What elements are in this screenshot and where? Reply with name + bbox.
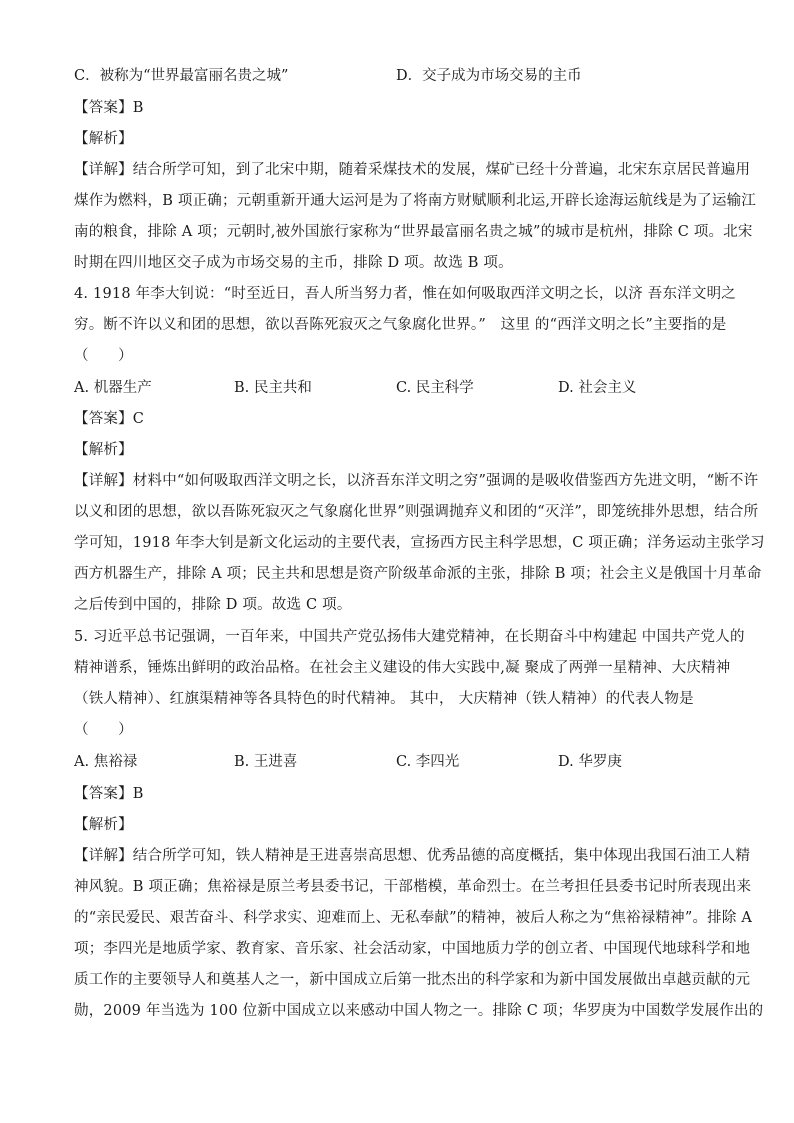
q4-option-a: A. 机器生产 xyxy=(74,380,152,396)
q5-option-a: A. 焦裕禄 xyxy=(74,754,138,770)
q5-stem-line: 5. 习近平总书记强调，一百年来，中国共产党弘扬伟大建党精神，在长期奋斗中构建起 中国共产党人的 xyxy=(74,629,745,645)
q4-stem-line: 4. 1918 年李大钊说：“时至近日，吾人所当努力者，惟在如何吸取西洋文明之长，以济 吾东洋文明之 xyxy=(74,286,736,302)
q4-detail-line: 【详解】材料中“如何吸取西洋文明之长，以济吾东洋文明之穷”强调的是吸收借鉴西方先进文明，“断不许 xyxy=(74,473,759,489)
q5-detail-line: 神风貌。B 项正确；焦裕禄是原兰考县委书记，干部楷模，革命烈士。在兰考担任县委书记时所表现出来 xyxy=(74,879,752,895)
q4-detail-line: 之后传到中国的，排除 D 项。故选 C 项。 xyxy=(74,597,352,613)
q3-detail-line: 【详解】结合所学可知，到了北宋中期，随着采煤技术的发展，煤矿已经十分普遍，北宋东京居民普遍用 xyxy=(74,162,751,178)
q4-option-c: C. 民主科学 xyxy=(396,380,474,396)
q5-detail-line: 质工作的主要领导人和奠基人之一，新中国成立后第一批杰出的科学家和为新中国发展做出卓越贡献的元 xyxy=(74,972,751,988)
q5-detail-line: 【详解】结合所学可知，铁人精神是王进喜崇高思想、优秀品德的高度概括，集中体现出我国石油工人精 xyxy=(74,848,751,864)
q3-analysis-heading: 【解析】 xyxy=(74,131,133,147)
q3-detail-line: 南的粮食，排除 A 项；元朝时,被外国旅行家称为“世界最富丽名贵之城”的城市是杭州，排除 C 项。北宋 xyxy=(74,224,753,240)
q5-stem-blank: （ ） xyxy=(74,722,133,738)
q3-option-c: C．被称为“世界最富丽名贵之城” xyxy=(74,68,289,84)
q4-detail-line: 学可知，1918 年李大钊是新文化运动的主要代表，宣扬西方民主科学思想，C 项正确；洋务运动主张学习 xyxy=(74,535,765,551)
q5-detail-line: 的“亲民爱民、艰苦奋斗、科学求实、迎难而上、无私奉献”的精神，被后人称之为“焦裕禄精神”。排除 A xyxy=(74,910,753,926)
q4-detail-line: 西方机器生产，排除 A 项；民主共和思想是资产阶级革命派的主张，排除 B 项；社会主义是俄国十月革命 xyxy=(74,566,762,582)
q3-option-d: D．交子成为市场交易的主币 xyxy=(396,68,582,84)
q5-option-d: D. 华罗庚 xyxy=(558,754,622,770)
q5-answer: 【答案】B xyxy=(74,786,144,802)
q4-option-b: B. 民主共和 xyxy=(234,380,312,396)
q4-answer: 【答案】C xyxy=(74,411,145,427)
q4-detail-line: 以义和团的思想，欲以吾陈死寂灭之气象腐化世界”则强调抛弃义和团的“灭洋”，即笼统排外思想，结合所 xyxy=(74,504,759,520)
q5-detail-line: 勋，2009 年当选为 100 位新中国成立以来感动中国人物之一。排除 C 项；华罗庚为中国数学发展作出的 xyxy=(74,1003,764,1019)
q5-option-b: B. 王进喜 xyxy=(234,754,298,770)
q3-detail-line: 煤作为燃料，B 项正确；元朝重新开通大运河是为了将南方财赋顺利北运,开辟长途海运航线是为了运输江 xyxy=(74,193,756,209)
q5-option-c: C. 李四光 xyxy=(396,754,460,770)
q4-stem-blank: （ ） xyxy=(74,348,133,364)
q5-detail-line: 项；李四光是地质学家、教育家、音乐家、社会活动家，中国地质力学的创立者、中国现代地球科学和地 xyxy=(74,941,751,957)
q4-option-d: D. 社会主义 xyxy=(558,380,637,396)
q4-stem-line: 穷。断不许以义和团的思想，欲以吾陈死寂灭之气象腐化世界。” 这里 的“西洋文明之长”主要指的是 xyxy=(74,317,727,333)
q3-detail-line: 时期在四川地区交子成为市场交易的主币，排除 D 项。故选 B 项。 xyxy=(74,255,513,271)
q4-analysis-heading: 【解析】 xyxy=(74,442,133,458)
q5-stem-line: 精神谱系，锤炼出鲜明的政治品格。在社会主义建设的伟大实践中,凝 聚成了两弹一星精神、大庆精神 xyxy=(74,660,731,676)
q5-stem-line: （铁人精神）、红旗渠精神等各具特色的时代精神。 其中， 大庆精神（铁人精神）的代表人物是 xyxy=(74,691,694,707)
q5-analysis-heading: 【解析】 xyxy=(74,817,133,833)
q3-answer: 【答案】B xyxy=(74,100,144,116)
